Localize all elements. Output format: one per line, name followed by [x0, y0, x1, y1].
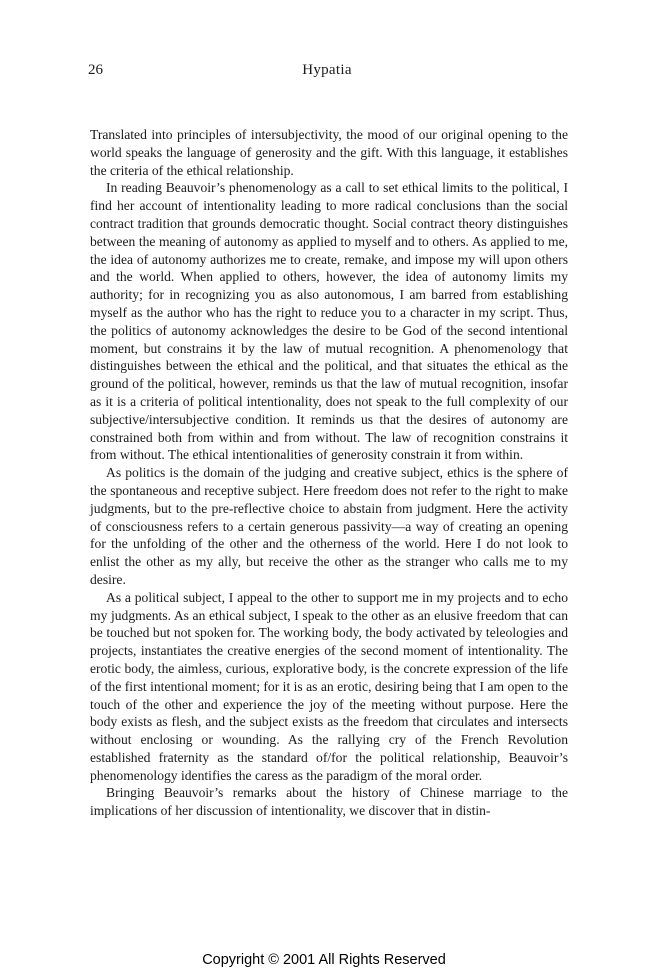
running-head [88, 62, 566, 82]
journal-title: Hypatia [302, 62, 352, 78]
body-text [90, 126, 568, 820]
paragraph: Bringing Beauvoir’s remarks about the history of Chinese marriage to the implications of her discussion of intentionality, we discover that in distin- [90, 785, 568, 819]
paragraph: In reading Beauvoir’s phenomenology as a call to set ethical limits to the political, I find her account of intentionality leading to more radical conclusions than the social contract tradition that grounds democratic thought. Social contract theory distinguishes between the meaning of autonomy as applied to myself and to others. As applied to me, the idea of autonomy authorizes me to create, remake, and impose my will upon others and the world. When applied to others, however, the idea of autonomy limits my authority; for in recognizing you as also autonomous, I am barred from establishing myself as the author who has the right to reduce you to a character in my script. Thus, the politics of autonomy acknowledges the desire to be God of the second intentional moment, but constrains it by the law of mutual recognition. A phenomenology that distinguishes between the ethical and the political, and that situates the ethical as the ground of the political, however, reminds us that the law of mutual recognition, insofar as it is a criteria of political intentionality, does not speak to the full complexity of our subjective/intersubjective condition. It reminds us that the desires of autonomy are constrained both from within and from without. The law of recognition constrains it from without. The ethical intentionalities of generosity constrain it from within. [90, 180, 568, 463]
paragraph: As politics is the domain of the judging and creative subject, ethics is the sphere of the spontaneous and receptive subject. Here freedom does not refer to the right to make judgments, but to the pre-reflective choice to abstain from judgment. Here the activity of consciousness refers to a certain generous passivity—a way of creating an opening for the unfolding of the other and the otherness of the world. Here I do not look to enlist the other as my ally, but receive the other as the stranger who calls me to my desire. [90, 465, 568, 587]
page-number: 26 [88, 62, 103, 78]
copyright-footer: Copyright © 2001 All Rights Reserved [202, 952, 446, 968]
paragraph: As a political subject, I appeal to the other to support me in my projects and to echo my judgments. As an ethical subject, I speak to the other as an elusive freedom that can be touched but not spoken for. The working body, the body activated by teleologies and projects, instantiates the creative energies of the second moment of intentionality. The erotic body, the aimless, curious, explorative body, is the concrete expression of the life of the first intentional moment; for it is as an erotic, desiring being that I am open to the touch of the other and experience the joy of the meeting without purpose. Here the body exists as flesh, and the subject exists as the freedom that circulates and intersects without enclosing or wounding. As the rallying cry of the French Revolution established fraternity as the standard of/for the political relationship, Beauvoir’s phenomenology identifies the caress as the paradigm of the moral order. [90, 589, 568, 783]
paragraph: Translated into principles of intersubjectivity, the mood of our original opening to the world speaks the language of generosity and the gift. With this language, it establishes the criteria of the ethical relationship. [90, 127, 568, 178]
